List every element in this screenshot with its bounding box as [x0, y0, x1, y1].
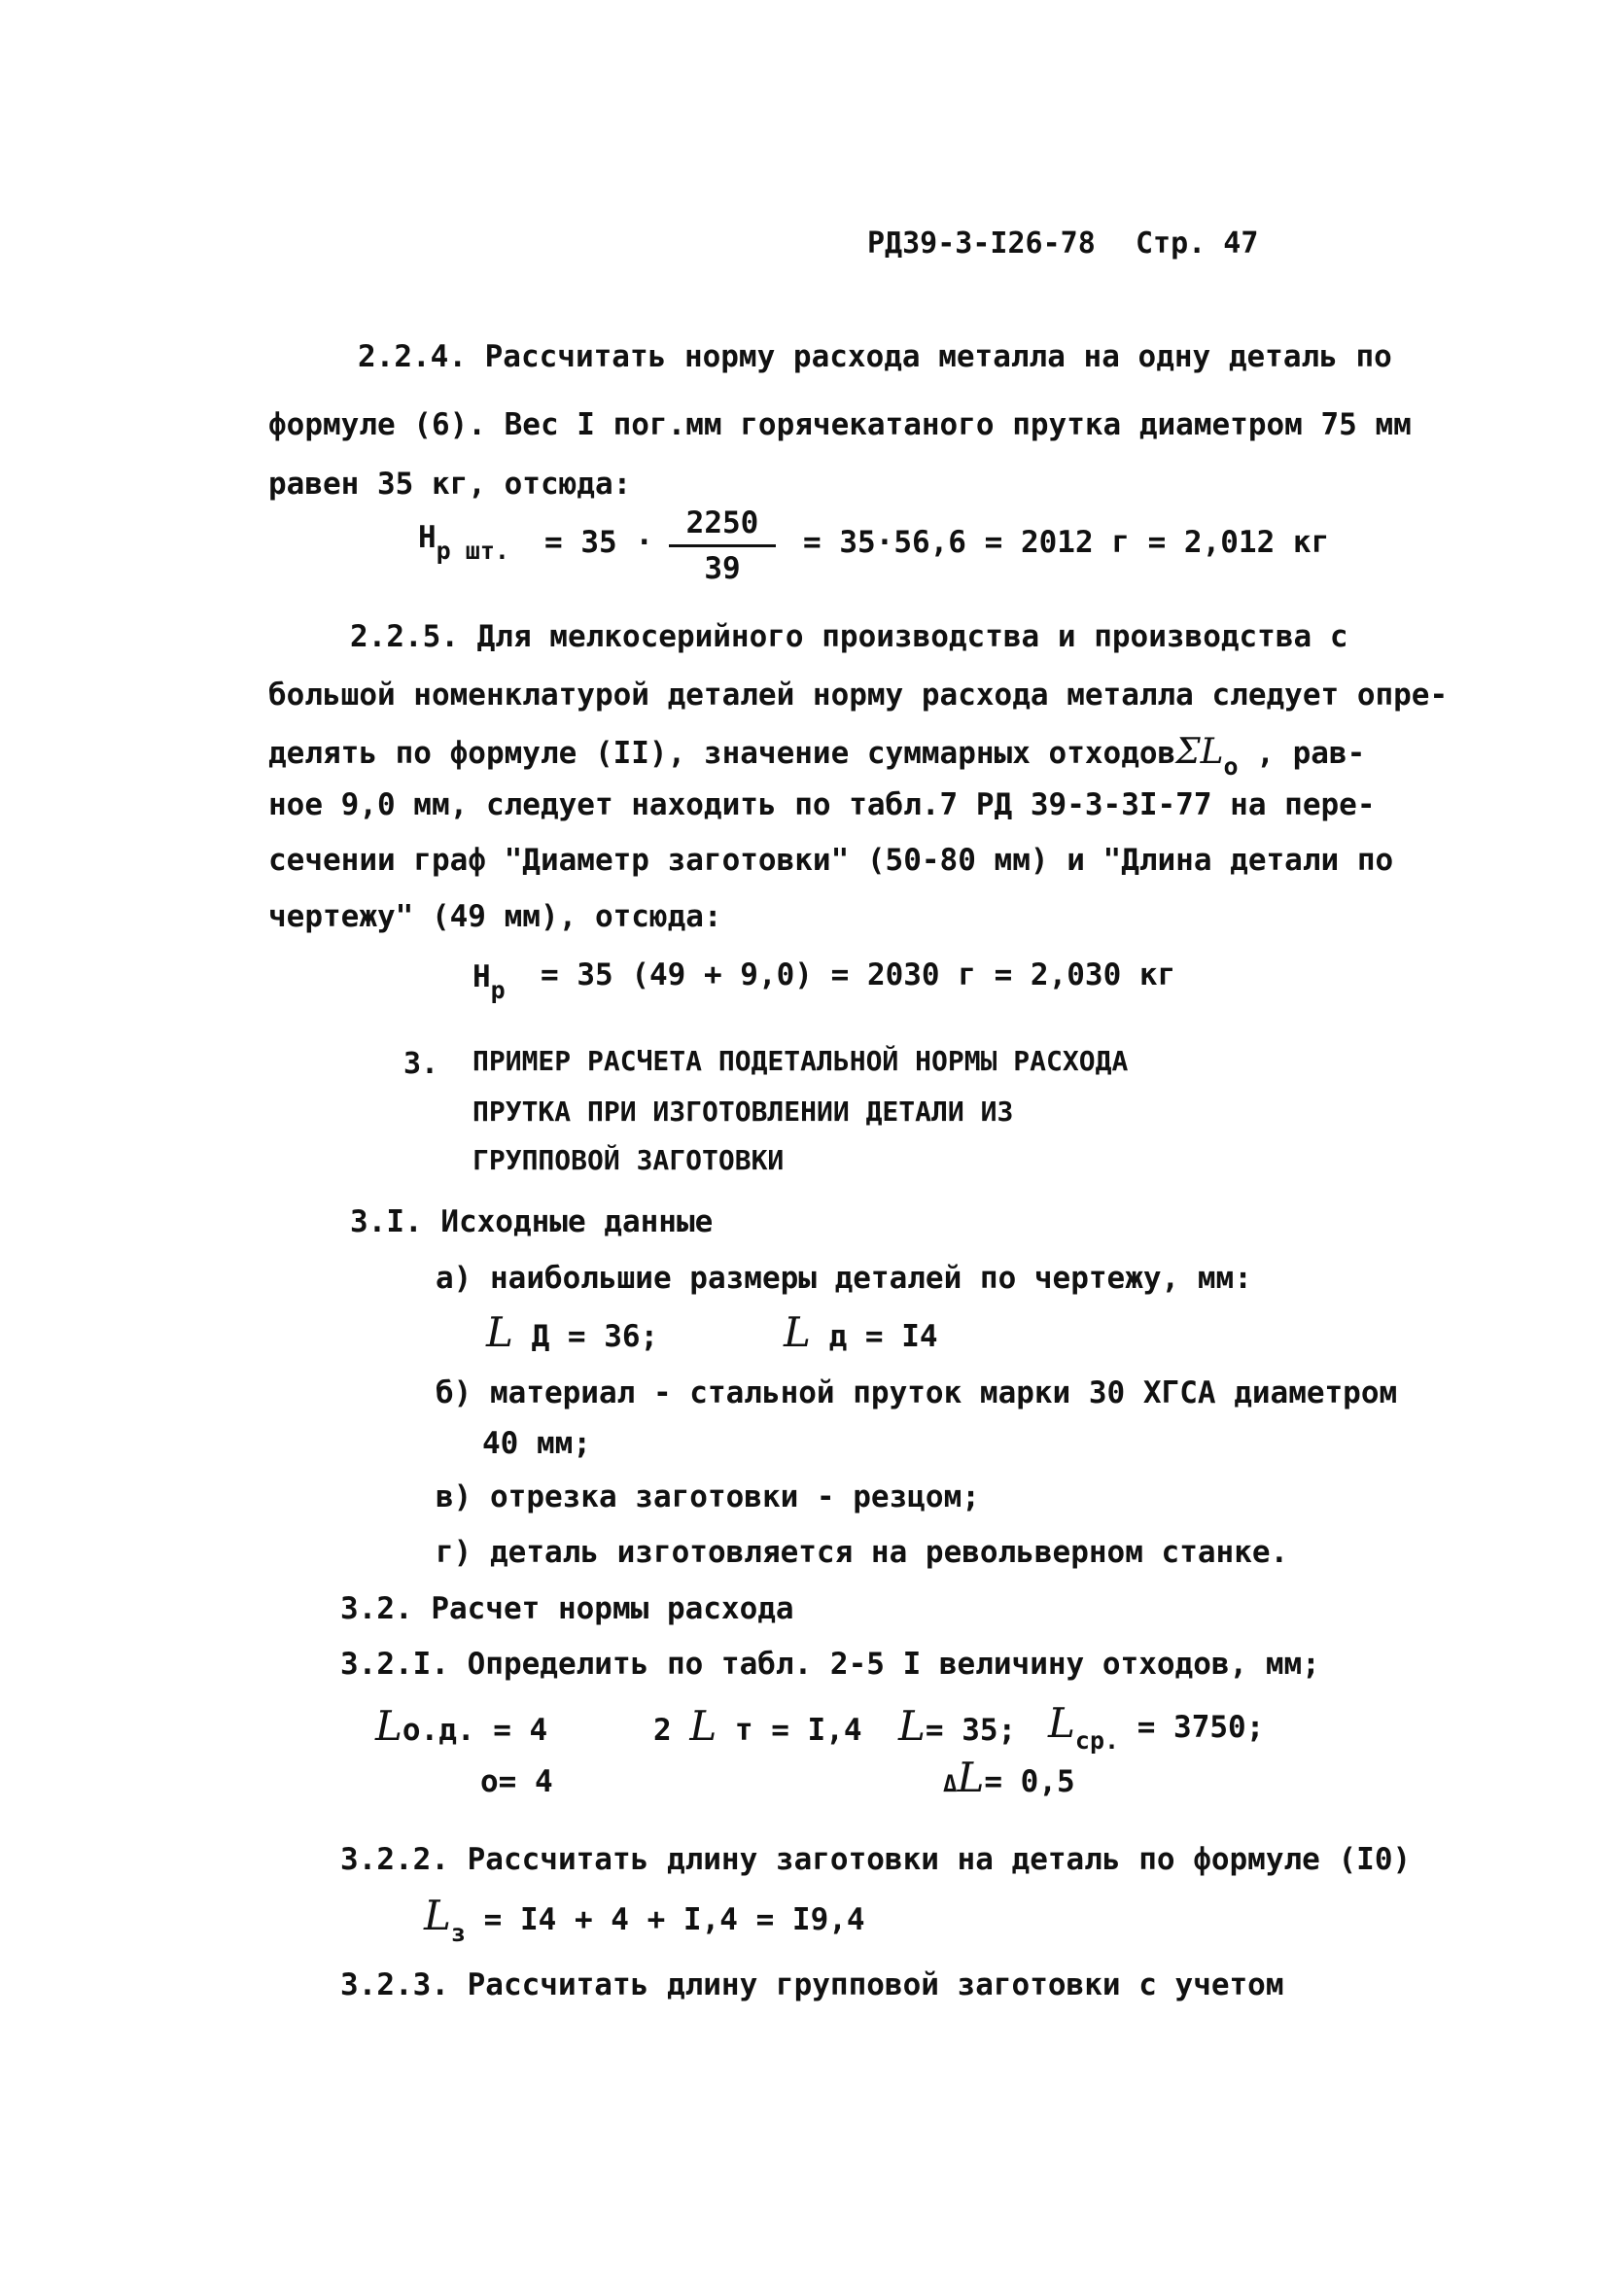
formula-lhs: Н — [418, 520, 437, 555]
step-3-2-1: 3.2.I. Определить по табл. 2-5 I величину отходов, мм; — [340, 1647, 1320, 1682]
document-code: РД39-3-I26-78 — [867, 226, 1096, 261]
step-3-2-3: 3.2.3. Рассчитать длину групповой заготовки с учетом — [340, 1967, 1284, 2002]
length-value-1: Д = 36; — [531, 1319, 659, 1354]
formula-result: = 35 (49 + 9,0) = 2030 г = 2,030 кг — [541, 957, 1176, 992]
paragraph-2-2-4-line-1: 2.2.4. Рассчитать норму расхода металла на одну деталь по — [358, 339, 1392, 374]
formula-lhs: Н — [472, 959, 491, 994]
section-3-1-heading: 3.I. Исходные данные — [350, 1204, 714, 1239]
avg-length-value: = 3750; — [1137, 1710, 1265, 1745]
delta-symbol: Δ — [943, 1770, 958, 1797]
length-symbol: L — [689, 1702, 717, 1750]
formula-result: = 35·56,6 = 2012 г = 2,012 кг — [803, 525, 1330, 560]
formula-lhs-subscript: р — [490, 976, 506, 1004]
fraction-numerator: 2250 — [685, 505, 759, 540]
losses-o: о= 4 — [480, 1764, 553, 1799]
blank-length-value: = I4 + 4 + I,4 = I9,4 — [483, 1902, 865, 1937]
paragraph-2-2-5-line-4: ное 9,0 мм, следует находить по табл.7 РД 39-3-3I-77 на пере- — [268, 787, 1376, 822]
losses-od: о.д. = 4 — [402, 1713, 548, 1748]
paragraph-2-2-5-line-6: чертежу" (49 мм), отсюда: — [268, 899, 722, 934]
length-symbol: L — [784, 1308, 811, 1356]
length-symbol: L — [486, 1308, 513, 1356]
length-subscript: ср. — [1074, 1726, 1120, 1755]
section-3-number: 3. — [403, 1047, 439, 1081]
delta-length-value: = 0,5 — [984, 1764, 1075, 1799]
item-c: в) отрезка заготовки - резцом; — [436, 1479, 980, 1514]
length-symbol: L — [898, 1702, 926, 1750]
page-number: Стр. 47 — [1136, 226, 1259, 261]
item-a: а) наибольшие размеры деталей по чертежу, мм: — [436, 1261, 1252, 1296]
formula-fraction — [669, 505, 776, 586]
sum-losses-subscript: о — [1223, 752, 1239, 781]
item-b-line-1: б) материал - стальной пруток марки 30 ХГСА диаметром — [436, 1375, 1398, 1410]
section-3-2-heading: 3.2. Расчет нормы расхода — [340, 1591, 794, 1626]
length-value: = 35; — [925, 1713, 1017, 1748]
step-3-2-2: 3.2.2. Рассчитать длину заготовки на деталь по формуле (I0) — [340, 1842, 1412, 1877]
sum-losses-symbol: ΣL — [1175, 732, 1224, 772]
fraction-denominator: 39 — [704, 551, 741, 586]
section-3-title-line-3: ГРУППОВОЙ ЗАГОТОВКИ — [472, 1144, 785, 1176]
item-b-line-2: 40 мм; — [482, 1426, 591, 1461]
section-3-title-line-1: ПРИМЕР РАСЧЕТА ПОДЕТАЛЬНОЙ НОРМЫ РАСХОДА — [472, 1045, 1129, 1077]
paragraph-2-2-5-line-5: сечении граф "Диаметр заготовки" (50-80 мм) и "Длина детали по — [268, 843, 1394, 878]
paragraph-2-2-5-line-1: 2.2.5. Для мелкосерийного производства и производства с — [350, 619, 1348, 654]
item-d: г) деталь изготовляется на револьверном станке. — [436, 1535, 1289, 1570]
item-a-formula-2 — [784, 1308, 938, 1356]
paragraph-2-2-5-line-2: большой номенклатурой деталей норму расхода металла следует опре- — [268, 678, 1449, 713]
paragraph-2-2-4-line-3: равен 35 кг, отсюда: — [268, 467, 632, 502]
length-subscript: з — [450, 1919, 466, 1947]
length-symbol: L — [375, 1702, 402, 1750]
line-3-text: делять по формуле (II), значение суммарных отходов — [268, 736, 1176, 771]
section-3-title-line-2: ПРУТКА ПРИ ИЗГОТОВЛЕНИИ ДЕТАЛИ ИЗ — [472, 1096, 1014, 1128]
item-a-formula — [486, 1308, 659, 1356]
length-symbol: L — [424, 1892, 451, 1939]
line-3-tail: , рав- — [1238, 736, 1366, 771]
length-value-2: д = I4 — [828, 1319, 938, 1354]
losses-t: т = I,4 — [734, 1713, 862, 1748]
length-symbol: L — [1048, 1699, 1075, 1747]
paragraph-2-2-5-line-3 — [268, 732, 1366, 781]
length-symbol: L — [957, 1754, 985, 1801]
factor-two: 2 — [653, 1713, 672, 1748]
formula-multiplier: = 35 · — [544, 525, 653, 560]
paragraph-2-2-4-line-2: формуле (6). Вес I пог.мм горячекатаного прутка диаметром 75 мм — [268, 407, 1412, 442]
fraction-bar — [669, 544, 776, 547]
formula-lhs-subscript: р шт. — [436, 537, 509, 565]
step-3-2-2-formula — [424, 1892, 865, 1947]
